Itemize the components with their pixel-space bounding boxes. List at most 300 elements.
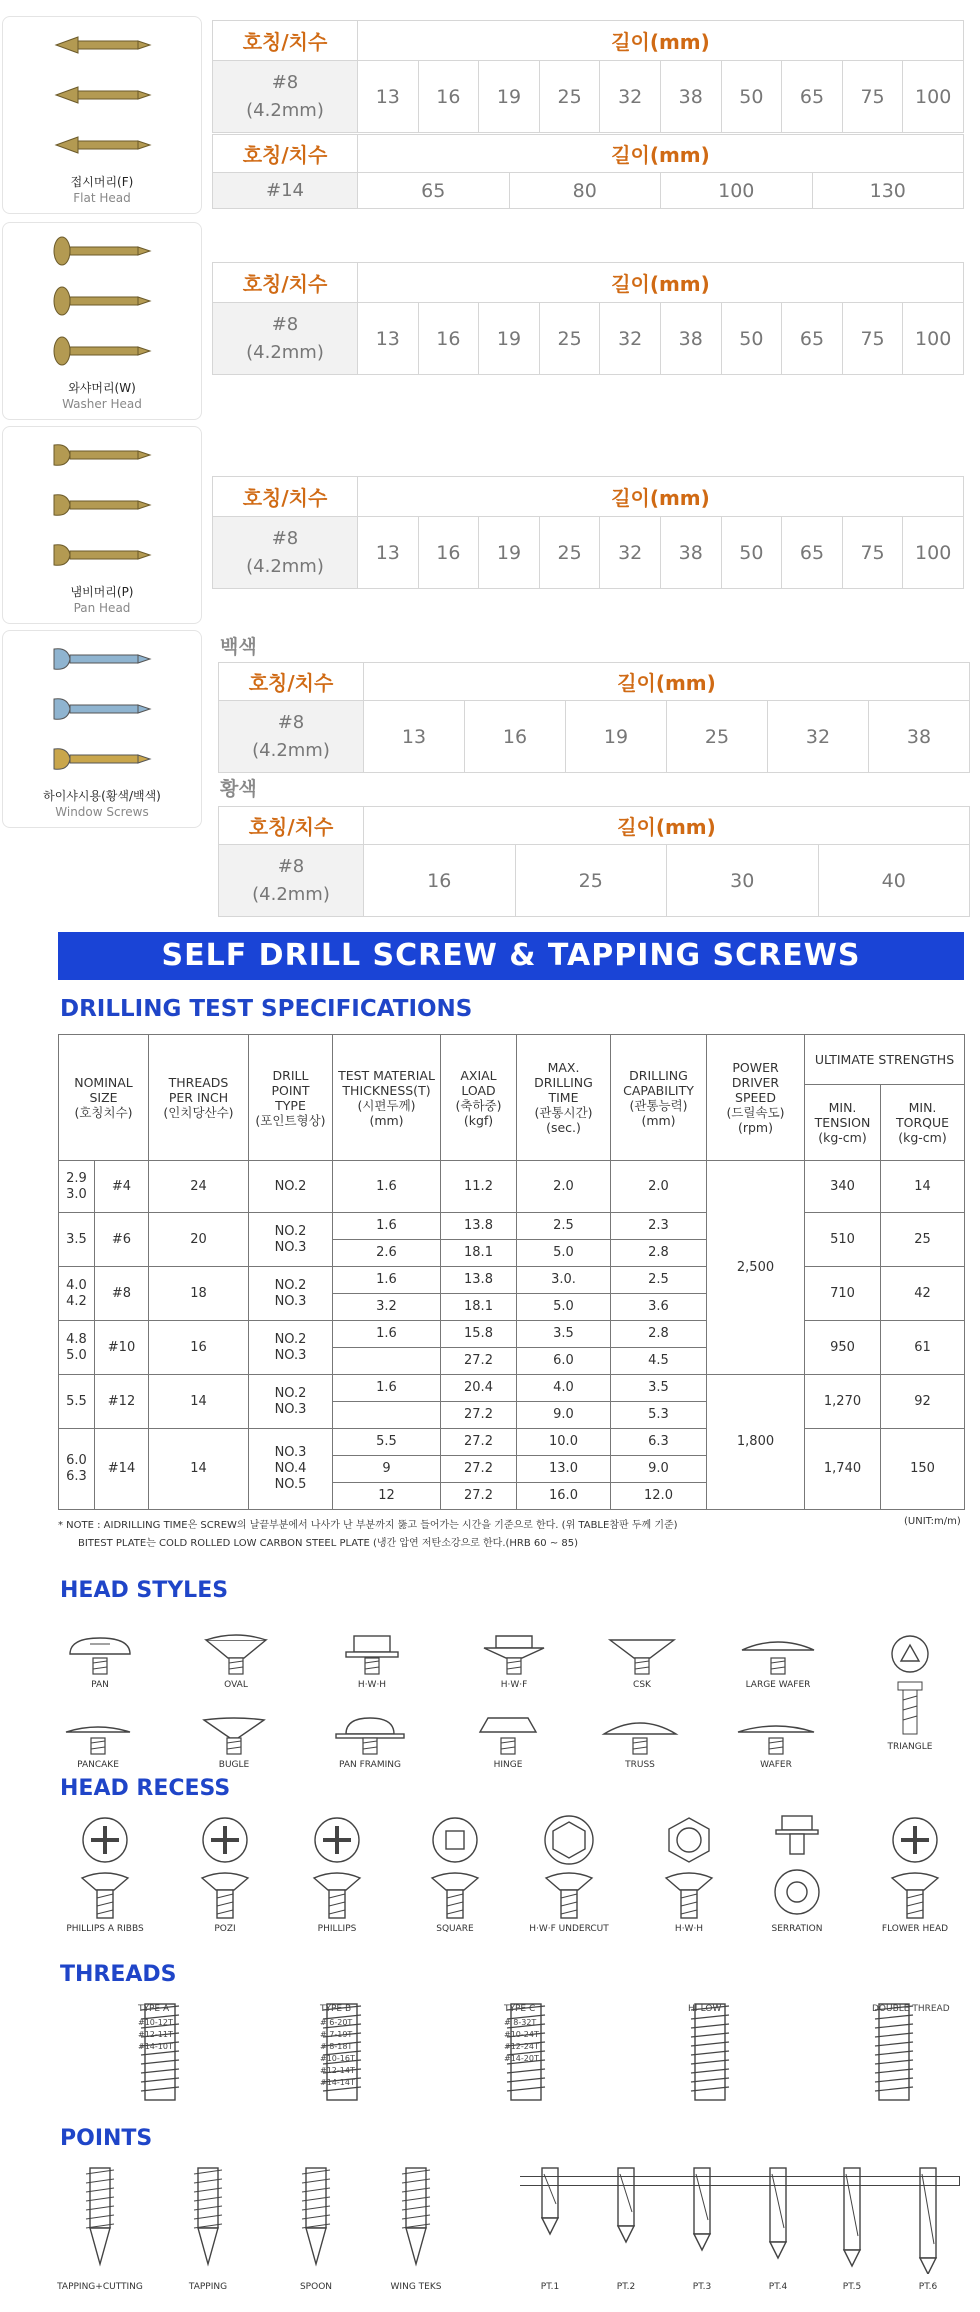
length-cell: 13 — [358, 61, 419, 133]
cell-tension: 950 — [805, 1321, 881, 1375]
cell-rpm: 2,500 — [707, 1161, 805, 1375]
cell-axial: 13.8 — [441, 1213, 517, 1240]
head-style-label: H·W·H — [357, 1680, 387, 1690]
cell-point: NO.2 NO.3 — [249, 1267, 333, 1321]
triangle-head-icon — [870, 1634, 950, 1744]
head-recess-title: HEAD RECESS — [60, 1776, 231, 1801]
cell-thickness — [333, 1348, 441, 1375]
thread-3 — [630, 2000, 790, 2110]
point-label: PT.2 — [616, 2282, 636, 2292]
size-table-pan-8 — [212, 476, 964, 589]
length-cell: 19 — [566, 701, 667, 773]
cell-thickness: 12 — [333, 1483, 441, 1510]
unit-label: (UNIT:m/m) — [904, 1516, 961, 1527]
length-cell: 80 — [509, 173, 661, 209]
thread-label: TYPE B — [320, 2004, 352, 2014]
thread-1 — [262, 2000, 422, 2110]
head-style-icon — [468, 1714, 548, 1758]
length-cell: 13 — [358, 517, 419, 589]
drilling-spec-table — [58, 1034, 965, 1510]
cell-capability: 6.3 — [611, 1429, 707, 1456]
thread-spec: #12-14T — [320, 2066, 355, 2075]
recess-icon — [534, 1812, 604, 1922]
length-cell: 13 — [358, 303, 419, 375]
cell-time: 6.0 — [517, 1348, 611, 1375]
cell-torque: 92 — [881, 1375, 965, 1429]
length-cell: 75 — [842, 61, 903, 133]
head-style-1 — [196, 1634, 276, 1694]
note-line-2: BITEST PLATE는 COLD ROLLED LOW CARBON STEEL PLATE (냉간 압연 저탄소강으로 한다.(HRB 60 ~ 85) — [78, 1538, 579, 1549]
cell-time: 2.5 — [517, 1213, 611, 1240]
cell-time: 5.0 — [517, 1294, 611, 1321]
head-recess-6 — [762, 1812, 832, 1942]
cell-point: NO.3 NO.4 NO.5 — [249, 1429, 333, 1510]
head-style-11 — [736, 1714, 816, 1774]
point-label: TAPPING+CUTTING — [57, 2282, 143, 2292]
thread-icon — [501, 2000, 551, 2104]
cell-axial: 18.1 — [441, 1294, 517, 1321]
length-cell: 50 — [721, 61, 782, 133]
cell-thickness: 1.6 — [333, 1375, 441, 1402]
table-row — [213, 61, 964, 133]
cell-tpi: 18 — [149, 1267, 249, 1321]
length-cell: 16 — [465, 701, 566, 773]
cell-size-no: #8 — [95, 1267, 149, 1321]
length-cell: 50 — [721, 303, 782, 375]
length-cell: 75 — [842, 303, 903, 375]
head-style-icon — [736, 1714, 816, 1758]
head-style-label: OVAL — [224, 1680, 248, 1690]
cell-tpi: 24 — [149, 1161, 249, 1213]
size-header: 호칭/치수 — [219, 807, 364, 845]
yellow-color-label: 황색 — [220, 778, 257, 800]
length-cell: 16 — [418, 61, 479, 133]
cell-point: NO.2 — [249, 1161, 333, 1213]
product-name-ko: 접시머리(F) — [70, 175, 134, 189]
size-header: 호칭/치수 — [213, 21, 358, 61]
white-color-label: 백색 — [220, 636, 257, 658]
head-recess-label: PHILLIPS A RIBBS — [66, 1924, 144, 1934]
cell-thickness — [333, 1402, 441, 1429]
thread-2 — [446, 2000, 606, 2110]
thread-label: HI-LOW — [688, 2004, 722, 2014]
header-test-material: TEST MATERIAL THICKNESS(T) (시편두께) (mm) — [333, 1035, 441, 1161]
size-mm: (4.2mm) — [246, 99, 324, 121]
size-table-white-8 — [218, 662, 970, 773]
cell-torque: 14 — [881, 1161, 965, 1213]
head-style-icon — [194, 1714, 274, 1758]
head-style-label: TRIANGLE — [887, 1742, 933, 1752]
table-row — [59, 1161, 965, 1213]
head-style-3 — [474, 1634, 554, 1694]
cell-mm: 2.9 3.0 — [59, 1161, 95, 1213]
flat-head-screw-image — [48, 23, 158, 173]
window-screw-image — [48, 637, 158, 787]
cell-mm: 5.5 — [59, 1375, 95, 1429]
point-label: PT.4 — [768, 2282, 788, 2292]
cell-capability: 12.0 — [611, 1483, 707, 1510]
cell-point: NO.2 NO.3 — [249, 1375, 333, 1429]
length-cell: 25 — [539, 61, 600, 133]
size-header: 호칭/치수 — [219, 663, 364, 701]
length-cell: 38 — [660, 303, 721, 375]
size-table-flat-8 — [212, 20, 964, 133]
thread-label: DOUBLE THREAD — [872, 2004, 950, 2014]
thread-icon — [135, 2000, 185, 2104]
length-cell: 100 — [903, 61, 964, 133]
cell-axial: 18.1 — [441, 1240, 517, 1267]
cell-torque: 61 — [881, 1321, 965, 1375]
head-style-icon — [738, 1634, 818, 1678]
head-recess-2 — [302, 1812, 372, 1942]
table-row — [213, 303, 964, 375]
head-style-label: PAN FRAMING — [339, 1760, 401, 1770]
point-label: PT.5 — [842, 2282, 862, 2292]
product-name-en: Pan Head — [73, 601, 131, 615]
length-cell: 25 — [539, 303, 600, 375]
cell-capability: 2.5 — [611, 1267, 707, 1294]
header-capability: DRILLING CAPABILITY (관통능력) (mm) — [611, 1035, 707, 1161]
size-table-washer-8 — [212, 262, 964, 375]
head-style-label: H·W·F — [500, 1680, 528, 1690]
header-axial-load: AXIAL LOAD (축하중) (kgf) — [441, 1035, 517, 1161]
head-style-icon — [196, 1634, 276, 1678]
drilling-spec-title: DRILLING TEST SPECIFICATIONS — [60, 996, 473, 1022]
head-style-icon — [602, 1634, 682, 1678]
head-recess-label: FLOWER HEAD — [881, 1924, 949, 1934]
size-header: 호칭/치수 — [213, 263, 358, 303]
section-banner: SELF DRILL SCREW & TAPPING SCREWS — [58, 932, 964, 980]
cell-thickness: 3.2 — [333, 1294, 441, 1321]
product-card-washer-head — [2, 222, 202, 420]
point-label: PT.6 — [918, 2282, 938, 2292]
length-cell: 32 — [600, 517, 661, 589]
head-style-label: BUGLE — [218, 1760, 250, 1770]
pan-head-screw-image — [48, 433, 158, 583]
cell-thickness: 1.6 — [333, 1321, 441, 1348]
thread-icon — [317, 2000, 367, 2104]
length-cell: 19 — [479, 517, 540, 589]
head-style-5 — [738, 1634, 818, 1694]
product-name-en: Window Screws — [55, 805, 149, 819]
thread-spec: #10-12T — [138, 2018, 173, 2027]
product-name-ko: 와샤머리(W) — [68, 381, 136, 395]
cell-tension: 1,270 — [805, 1375, 881, 1429]
points-title: POINTS — [60, 2126, 153, 2151]
thread-icon — [869, 2000, 919, 2104]
size-mm: (4.2mm) — [252, 883, 330, 905]
cell-capability: 2.3 — [611, 1213, 707, 1240]
cell-time: 3.0. — [517, 1267, 611, 1294]
cell-size-no: #12 — [95, 1375, 149, 1429]
point-0 — [57, 2164, 143, 2294]
table-row — [219, 701, 970, 773]
product-name-ko: 냄비머리(P) — [70, 585, 134, 599]
table-row — [59, 1267, 965, 1294]
length-cell: 100 — [903, 303, 964, 375]
length-header: 길이(mm) — [364, 807, 970, 845]
cell-thickness: 2.6 — [333, 1240, 441, 1267]
head-style-9 — [468, 1714, 548, 1774]
head-recess-0 — [66, 1812, 144, 1942]
head-style-label: TRUSS — [625, 1760, 655, 1770]
head-recess-label: H·W·F UNDERCUT — [529, 1924, 609, 1934]
length-cell: 65 — [358, 173, 510, 209]
cell-size-no: #10 — [95, 1321, 149, 1375]
size-label: #8 — [277, 711, 305, 733]
recess-icon — [762, 1812, 832, 1922]
head-recess-label: H·W·H — [674, 1924, 704, 1934]
product-card-window-screws — [2, 630, 202, 828]
cell-point: NO.2 NO.3 — [249, 1213, 333, 1267]
size-label: #14 — [213, 173, 358, 209]
head-style-label: WAFER — [760, 1760, 792, 1770]
cell-capability: 9.0 — [611, 1456, 707, 1483]
size-mm: (4.2mm) — [246, 555, 324, 577]
point-label: PT.1 — [540, 2282, 560, 2292]
cell-axial: 27.2 — [441, 1348, 517, 1375]
head-recess-7 — [880, 1812, 950, 1942]
head-recess-4 — [529, 1812, 609, 1942]
head-style-icon — [330, 1714, 410, 1758]
head-recess-label: POZI — [214, 1924, 236, 1934]
head-style-4 — [602, 1634, 682, 1694]
header-power: POWER DRIVER SPEED (드릴속도) (rpm) — [707, 1035, 805, 1161]
length-cell: 19 — [479, 303, 540, 375]
cell-mm: 6.0 6.3 — [59, 1429, 95, 1510]
cell-capability: 2.8 — [611, 1321, 707, 1348]
thread-spec: #12-11T — [138, 2030, 173, 2039]
table-row — [213, 173, 964, 209]
head-style-icon — [58, 1714, 138, 1758]
size-label: #8 — [271, 71, 299, 93]
point-1 — [178, 2164, 238, 2294]
cell-capability: 2.0 — [611, 1161, 707, 1213]
cell-tpi: 14 — [149, 1429, 249, 1510]
head-recess-label: PHILLIPS — [317, 1924, 357, 1934]
cell-size-no: #6 — [95, 1213, 149, 1267]
table-header-row — [59, 1035, 965, 1085]
head-style-icon — [332, 1634, 412, 1678]
cell-tpi: 20 — [149, 1213, 249, 1267]
length-cell: 16 — [364, 845, 516, 917]
cell-mm: 4.0 4.2 — [59, 1267, 95, 1321]
cell-rpm: 1,800 — [707, 1375, 805, 1510]
length-header: 길이(mm) — [358, 477, 964, 517]
length-cell: 32 — [600, 61, 661, 133]
length-header: 길이(mm) — [358, 263, 964, 303]
thread-spec: # 8-18T — [320, 2042, 353, 2051]
length-cell: 130 — [812, 173, 964, 209]
cell-thickness: 1.6 — [333, 1161, 441, 1213]
cell-time: 16.0 — [517, 1483, 611, 1510]
length-cell: 65 — [782, 303, 843, 375]
cell-capability: 5.3 — [611, 1402, 707, 1429]
length-cell: 100 — [661, 173, 813, 209]
head-style-7 — [194, 1714, 274, 1774]
product-name-ko: 하이샤시용(황색/백색) — [43, 789, 161, 803]
table-row — [219, 845, 970, 917]
product-card-pan-head — [2, 426, 202, 624]
length-header: 길이(mm) — [364, 663, 970, 701]
product-name-en: Washer Head — [62, 397, 142, 411]
length-header: 길이(mm) — [358, 135, 964, 173]
size-header: 호칭/치수 — [213, 135, 358, 173]
cell-time: 2.0 — [517, 1161, 611, 1213]
point-icon — [178, 2164, 238, 2274]
cell-tension: 710 — [805, 1267, 881, 1321]
table-row — [59, 1375, 965, 1402]
recess-icon — [420, 1812, 490, 1922]
size-table-yellow-8 — [218, 806, 970, 917]
head-recess-label: SERRATION — [771, 1924, 823, 1934]
point-icon — [286, 2164, 346, 2274]
thread-spec: #14-14T — [320, 2078, 355, 2087]
cell-axial: 27.2 — [441, 1456, 517, 1483]
point-label: PT.3 — [692, 2282, 712, 2292]
cell-thickness: 5.5 — [333, 1429, 441, 1456]
head-style-label: CSK — [633, 1680, 651, 1690]
thread-label: TYPE A — [138, 2004, 170, 2014]
head-style-0 — [60, 1634, 140, 1694]
cell-torque: 25 — [881, 1213, 965, 1267]
point-label: WING TEKS — [390, 2282, 442, 2292]
length-cell: 25 — [667, 701, 768, 773]
head-recess-5 — [654, 1812, 724, 1942]
cell-tension: 510 — [805, 1213, 881, 1267]
point-3 — [386, 2164, 446, 2294]
recess-icon — [70, 1812, 140, 1922]
head-style-12 — [870, 1634, 950, 1754]
head-style-6 — [58, 1714, 138, 1774]
head-style-2 — [332, 1634, 412, 1694]
length-cell: 65 — [782, 61, 843, 133]
head-style-icon — [474, 1634, 554, 1678]
cell-capability: 2.8 — [611, 1240, 707, 1267]
cell-tension: 340 — [805, 1161, 881, 1213]
cell-mm: 3.5 — [59, 1213, 95, 1267]
table-row — [213, 517, 964, 589]
size-label: #8 — [277, 855, 305, 877]
head-style-icon — [600, 1714, 680, 1758]
head-style-label: PANCAKE — [77, 1760, 119, 1770]
threads-title: THREADS — [60, 1962, 177, 1987]
cell-axial: 27.2 — [441, 1429, 517, 1456]
head-style-8 — [330, 1714, 410, 1774]
product-name-en: Flat Head — [73, 191, 131, 205]
cell-axial: 11.2 — [441, 1161, 517, 1213]
cell-tpi: 16 — [149, 1321, 249, 1375]
recess-icon — [880, 1812, 950, 1922]
recess-icon — [654, 1812, 724, 1922]
cell-size-no: #14 — [95, 1429, 149, 1510]
length-cell: 32 — [600, 303, 661, 375]
cell-axial: 27.2 — [441, 1402, 517, 1429]
table-row — [59, 1213, 965, 1240]
head-recess-3 — [420, 1812, 490, 1942]
cell-axial: 15.8 — [441, 1321, 517, 1348]
head-style-10 — [600, 1714, 680, 1774]
cell-tension: 1,740 — [805, 1429, 881, 1510]
cell-size-no: #4 — [95, 1161, 149, 1213]
length-cell: 100 — [903, 517, 964, 589]
thread-spec: #10-24T — [504, 2030, 539, 2039]
length-cell: 13 — [364, 701, 465, 773]
cell-capability: 3.5 — [611, 1375, 707, 1402]
header-threads: THREADS PER INCH (인치당산수) — [149, 1035, 249, 1161]
length-cell: 75 — [842, 517, 903, 589]
cell-point: NO.2 NO.3 — [249, 1321, 333, 1375]
length-cell: 16 — [418, 517, 479, 589]
cell-thickness: 1.6 — [333, 1213, 441, 1240]
point-2 — [286, 2164, 346, 2294]
thread-0 — [80, 2000, 240, 2110]
cell-time: 9.0 — [517, 1402, 611, 1429]
size-table-flat-14 — [212, 134, 964, 209]
head-styles-title: HEAD STYLES — [60, 1578, 229, 1603]
cell-torque: 150 — [881, 1429, 965, 1510]
head-recess-label: SQUARE — [436, 1924, 474, 1934]
washer-head-screw-image — [48, 229, 158, 379]
note-line-1: * NOTE : AIDRILLING TIME은 SCREW의 날끝부분에서 나사가 난 부분까지 뚫고 들어가는 시간을 기준으로 한다. (위 TABLE참판 두께 기준) — [58, 1520, 678, 1531]
length-cell: 50 — [721, 517, 782, 589]
cell-thickness: 9 — [333, 1456, 441, 1483]
size-mm: (4.2mm) — [246, 341, 324, 363]
head-style-label: PAN — [91, 1680, 109, 1690]
point-label: TAPPING — [188, 2282, 228, 2292]
head-style-label: HINGE — [493, 1760, 523, 1770]
header-tension: MIN. TENSION (kg-cm) — [805, 1085, 881, 1161]
thread-spec: # 7-19T — [320, 2030, 353, 2039]
recess-icon — [302, 1812, 372, 1922]
length-cell: 25 — [539, 517, 600, 589]
header-max-drilling: MAX. DRILLING TIME (관통시간) (sec.) — [517, 1035, 611, 1161]
cell-capability: 4.5 — [611, 1348, 707, 1375]
thread-spec: #12-24T — [504, 2042, 539, 2051]
thread-spec: # 6-20T — [320, 2018, 353, 2027]
cell-time: 3.5 — [517, 1321, 611, 1348]
header-ultimate: ULTIMATE STRENGTHS — [805, 1035, 965, 1085]
length-cell: 38 — [660, 61, 721, 133]
cell-time: 4.0 — [517, 1375, 611, 1402]
length-cell: 16 — [418, 303, 479, 375]
head-style-label: LARGE WAFER — [745, 1680, 811, 1690]
point-rod — [520, 2176, 960, 2186]
cell-time: 10.0 — [517, 1429, 611, 1456]
cell-time: 5.0 — [517, 1240, 611, 1267]
cell-axial: 20.4 — [441, 1375, 517, 1402]
cell-axial: 27.2 — [441, 1483, 517, 1510]
head-recess-1 — [190, 1812, 260, 1942]
head-style-icon — [60, 1634, 140, 1678]
point-icon — [70, 2164, 130, 2274]
cell-capability: 3.6 — [611, 1294, 707, 1321]
header-nominal: NOMINAL SIZE (호칭치수) — [59, 1035, 149, 1161]
length-cell: 38 — [660, 517, 721, 589]
header-drill-point: DRILL POINT TYPE (포인트형상) — [249, 1035, 333, 1161]
header-torque: MIN. TORQUE (kg-cm) — [881, 1085, 965, 1161]
thread-spec: #14-10T — [138, 2042, 173, 2051]
length-cell: 19 — [479, 61, 540, 133]
length-cell: 32 — [768, 701, 869, 773]
size-label: #8 — [271, 313, 299, 335]
length-cell: 65 — [782, 517, 843, 589]
cell-thickness: 1.6 — [333, 1267, 441, 1294]
thread-4 — [814, 2000, 974, 2110]
length-cell: 38 — [869, 701, 970, 773]
recess-icon — [190, 1812, 260, 1922]
thread-spec: #14-20T — [504, 2054, 539, 2063]
